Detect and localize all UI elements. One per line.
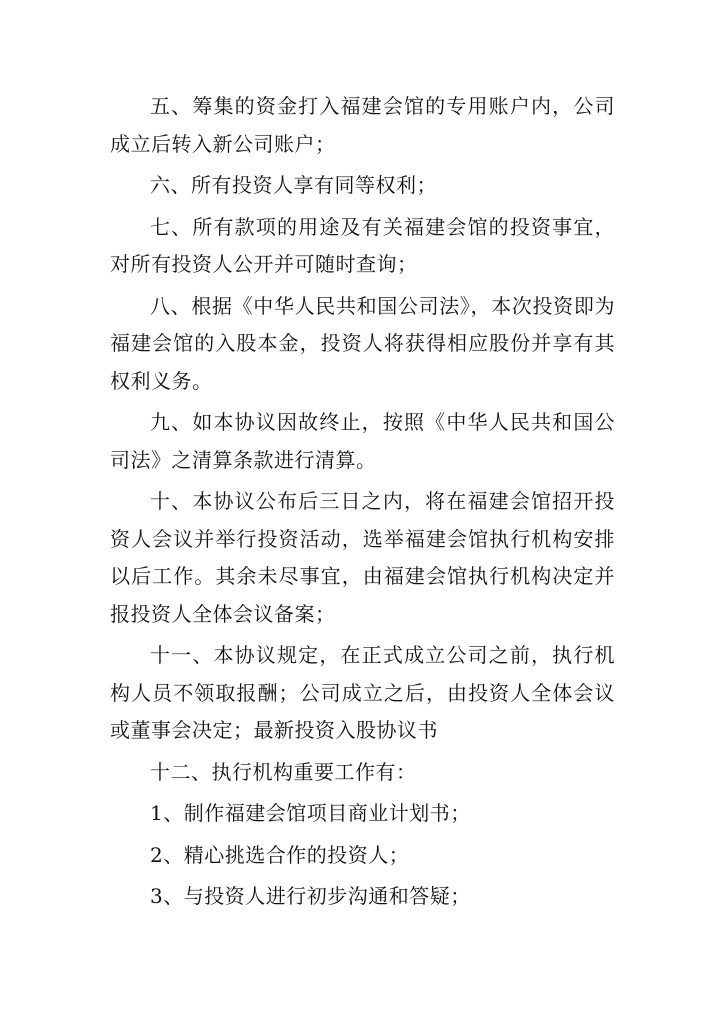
clause-10: 十、本协议公布后三日之内，将在福建会馆招开投资人会议并举行投资活动，选举福建会馆执行机构安排以后工作。其余未尽事宜，由福建会馆执行机构决定并报投资人全体会议备案； xyxy=(110,489,615,626)
clause-11: 十一、本协议规定，在正式成立公司之前，执行机构人员不领取报酬；公司成立之后，由投资人全体会议或董事会决定；最新投资入股协议书 xyxy=(110,643,615,742)
clause-7: 七、所有款项的用途及有关福建会馆的投资事宜，对所有投资人公开并可随时查询； xyxy=(110,214,615,276)
clause-5: 五、筹集的资金打入福建会馆的专用账户内，公司成立后转入新公司账户； xyxy=(110,94,615,156)
duty-item-3: 3、与投资人进行初步沟通和答疑； xyxy=(150,884,471,908)
clause-6: 六、所有投资人享有同等权利； xyxy=(150,173,437,197)
document-page xyxy=(110,88,615,920)
duty-item-2: 2、精心挑选合作的投资人； xyxy=(150,842,410,867)
clause-9: 九、如本协议因故终止，按照《中华人民共和国公司法》之清算条款进行清算。 xyxy=(110,410,615,472)
clause-12: 十二、执行机构重要工作有： xyxy=(150,759,417,784)
clause-8: 八、根据《中华人民共和国公司法》，本次投资即为福建会馆的入股本金，投资人将获得相应股份并享有其权利义务。 xyxy=(110,293,615,393)
duty-item-1: 1、制作福建会馆项目商业计划书； xyxy=(150,801,471,825)
